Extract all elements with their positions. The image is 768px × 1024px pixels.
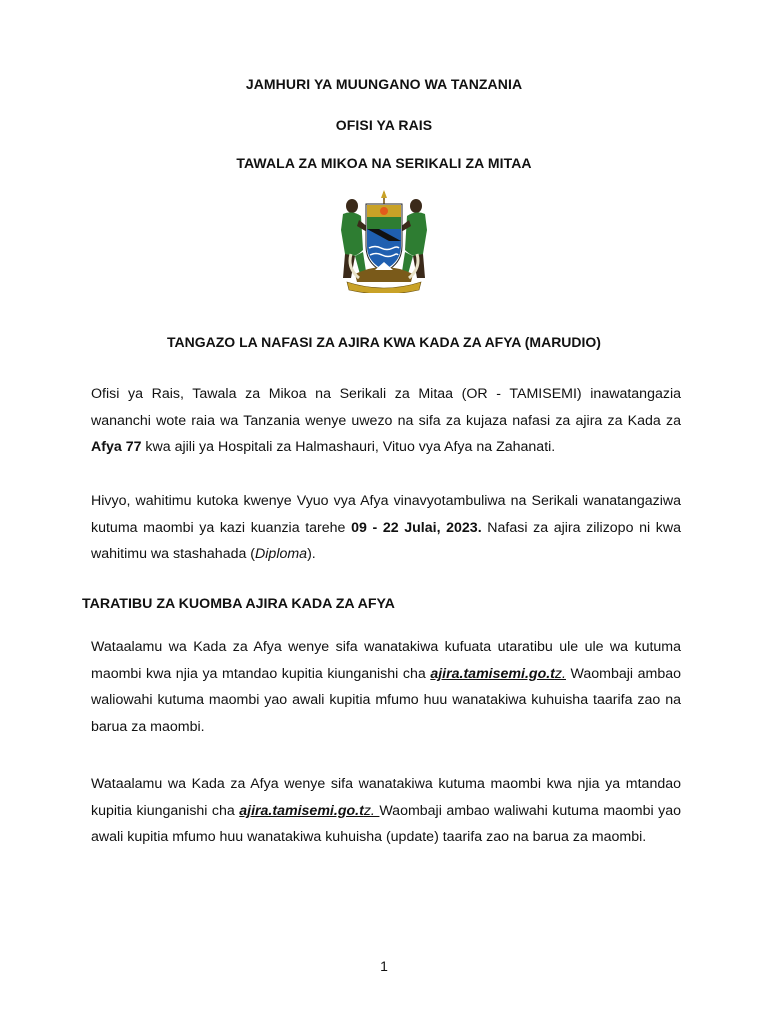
header-line-office: OFISI YA RAIS — [335, 117, 433, 133]
header-line-ministry: TAWALA ZA MIKOA NA SERIKALI ZA MITAA — [236, 155, 532, 171]
paragraph-procedure-2: Wataalamu wa Kada za Afya wenye sifa wanatakiwa kutuma maombi kwa njia ya mtandao kupitia kiunganishi cha ajira.tamisemi.go.tz. Waombaji ambao waliwahi kutuma maombi yao awali kupitia mfumo huu wanatakiwa kuhuisha (update) taarifa zao na barua za maombi. — [91, 776, 681, 846]
announcement-title: TANGAZO LA NAFASI ZA AJIRA KWA KADA ZA AFYA (MARUDIO) — [167, 334, 601, 350]
paragraph-procedure-1: Wataalamu wa Kada za Afya wenye sifa wanatakiwa kufuata utaratibu ule ule wa kutuma maombi kwa njia ya mtandao kupitia kiunganishi cha ajira.tamisemi.go.tz. Waombaji ambao waliowahi kutuma maombi yao awali kupitia mfumo huu wanatakiwa kuhuisha taarifa zao na barua za maombi. — [91, 639, 681, 735]
header-line-republic: JAMHURI YA MUUNGANO WA TANZANIA — [245, 76, 523, 92]
section-heading-procedure: TARATIBU ZA KUOMBA AJIRA KADA ZA AFYA — [82, 596, 395, 612]
paragraph-dates: Hivyo, wahitimu kutoka kwenye Vyuo vya Afya vinavyotambuliwa na Serikali wanatangaziwa kutuma maombi ya kazi kuanzia tarehe 09 - 22 Julai, 2023. Nafasi za ajira zilizopo ni kwa wahitimu wa stashahada (Diploma). — [91, 493, 681, 563]
page-number: 1 — [380, 958, 388, 974]
paragraph-intro: Ofisi ya Rais, Tawala za Mikoa na Serikali za Mitaa (OR - TAMISEMI) inawatangazia wananchi wote raia wa Tanzania wenye uwezo na sifa za kujaza nafasi za ajira za Kada za Afya 77 kwa ajili ya Hospitali za Halmashauri, Vituo vya Afya na Zahanati. — [91, 386, 681, 456]
ajira-portal-link[interactable]: ajira.tamisemi.go.tz. — [239, 802, 380, 819]
tanzania-coat-of-arms-icon — [333, 190, 435, 293]
ajira-portal-link[interactable]: ajira.tamisemi.go.tz. — [430, 665, 566, 682]
